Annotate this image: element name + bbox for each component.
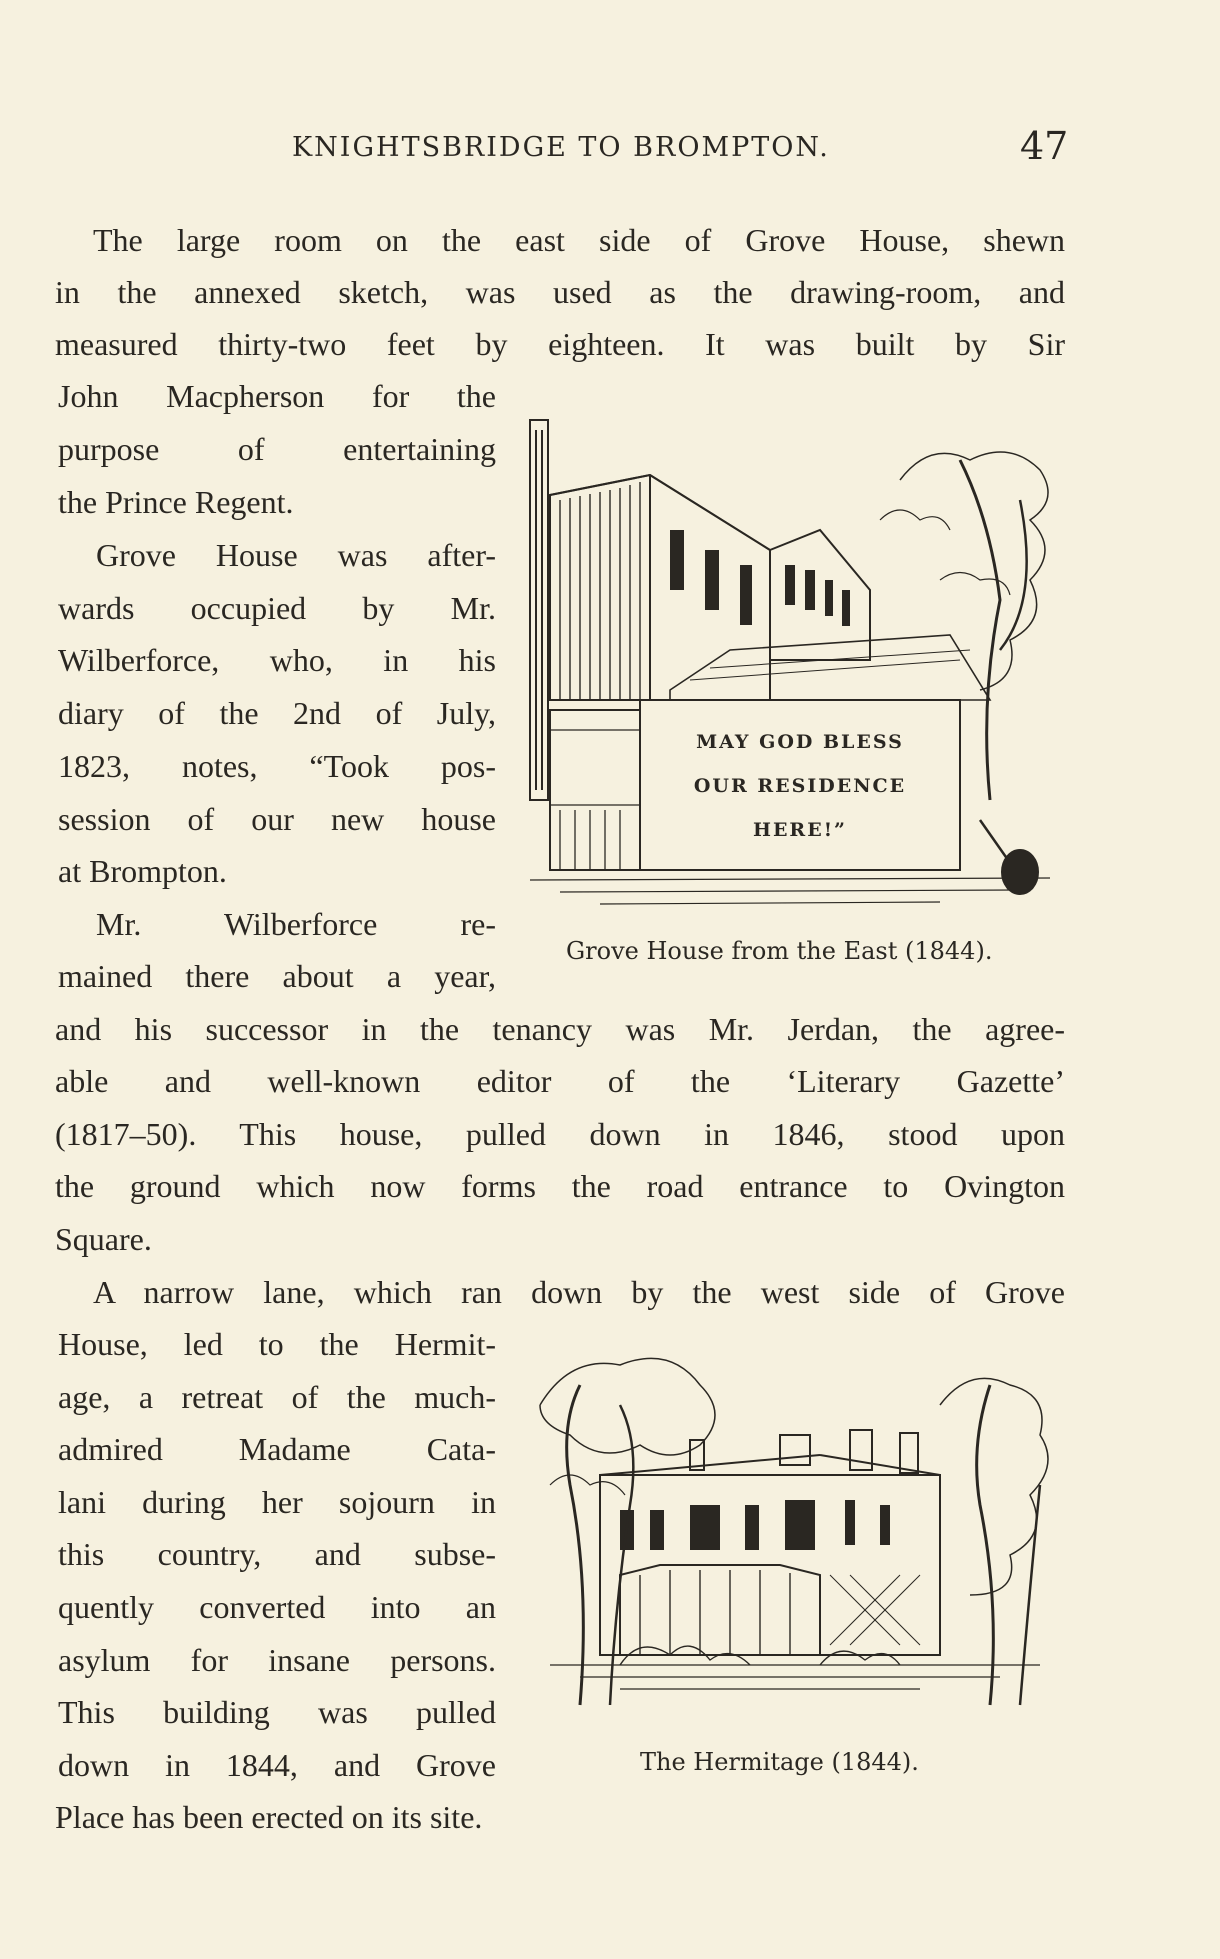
- text-line: able and well-known editor of the ‘Literary Gazette’: [55, 1063, 1065, 1099]
- text-line: purpose of entertaining: [58, 431, 496, 467]
- text-line: age, a retreat of the much-: [58, 1379, 496, 1415]
- sign-line: MAY GOD BLESS: [696, 731, 904, 753]
- text-line: down in 1844, and Grove: [58, 1747, 496, 1783]
- text-line: This building was pulled: [58, 1694, 496, 1730]
- sign-line: OUR RESIDENCE: [693, 775, 907, 797]
- grove-house-engraving: [520, 400, 1060, 920]
- text-line: at Brompton.: [58, 853, 227, 889]
- text-line: Place has been erected on its site.: [55, 1799, 483, 1835]
- text-line: quently converted into an: [58, 1589, 496, 1625]
- text-line: in the annexed sketch, was used as the drawing-room, and: [55, 274, 1065, 310]
- text-line: The large room on the east side of Grove House, shewn: [93, 222, 1065, 258]
- text-line: 1823, notes, “Took pos-: [58, 748, 496, 784]
- page-number: 47: [1020, 124, 1069, 168]
- text-line: House, led to the Hermit-: [58, 1326, 496, 1362]
- text-line: mained there about a year,: [58, 958, 496, 994]
- text-line: measured thirty-two feet by eighteen. It was built by Sir: [55, 326, 1065, 362]
- text-line: session of our new house: [58, 801, 496, 837]
- text-line: Grove House was after-: [96, 537, 496, 573]
- text-line: (1817–50). This house, pulled down in 1846, stood upon: [55, 1116, 1065, 1152]
- text-line: A narrow lane, which ran down by the west side of Grove: [93, 1274, 1065, 1310]
- running-head: KNIGHTSBRIDGE TO BROMPTON.: [292, 132, 830, 163]
- figure-caption: Grove House from the East (1844).: [566, 937, 993, 965]
- text-line: diary of the 2nd of July,: [58, 695, 496, 731]
- hermitage-engraving: [520, 1325, 1060, 1715]
- text-line: asylum for insane persons.: [58, 1642, 496, 1678]
- text-line: John Macpherson for the: [58, 378, 496, 414]
- text-line: wards occupied by Mr.: [58, 590, 496, 626]
- text-line: this country, and subse-: [58, 1536, 496, 1572]
- text-line: and his successor in the tenancy was Mr. Jerdan, the agree-: [55, 1011, 1065, 1047]
- text-line: the Prince Regent.: [58, 484, 294, 520]
- text-line: Wilberforce, who, in his: [58, 642, 496, 678]
- text-line: Mr. Wilberforce re-: [96, 906, 496, 942]
- text-line: admired Madame Cata-: [58, 1431, 496, 1467]
- text-line: Square.: [55, 1221, 152, 1257]
- text-line: lani during her sojourn in: [58, 1484, 496, 1520]
- figure-caption: The Hermitage (1844).: [640, 1748, 919, 1776]
- sign-line: HERE!”: [753, 819, 847, 841]
- text-line: the ground which now forms the road entrance to Ovington: [55, 1168, 1065, 1204]
